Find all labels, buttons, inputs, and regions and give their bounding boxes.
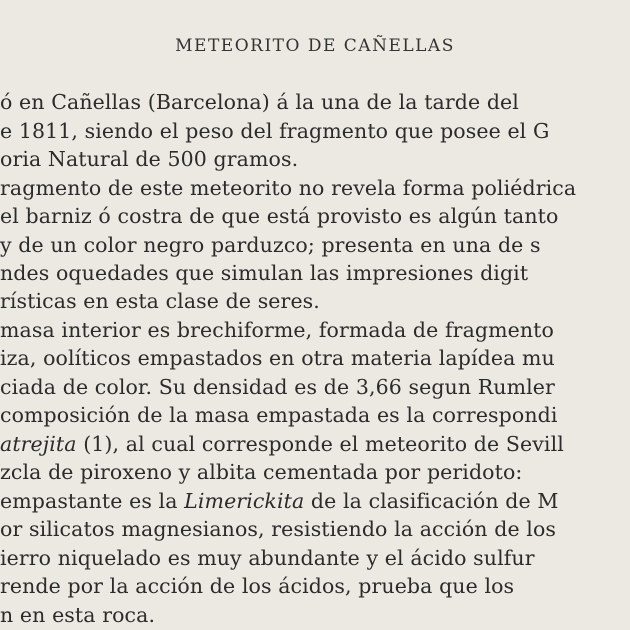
text-line-17	[0, 545, 535, 571]
text-line-7	[0, 260, 528, 286]
page-title: METEORITO DE CAÑELLAS	[175, 36, 455, 56]
line-text: iza, oolíticos empastados en otra materia lapídea mu	[0, 346, 555, 370]
line-text: de la clasificación de M	[304, 489, 559, 513]
italic-term: atrejita	[0, 432, 77, 456]
text-line-5	[0, 203, 558, 229]
line-text: ciada de color. Su densidad es de 3,66 segun Rumler	[0, 375, 555, 399]
line-text: composición de la masa empastada es la correspondi	[0, 403, 558, 427]
text-line-3	[0, 146, 298, 172]
line-text: zcla de piroxeno y albita cementada por peridoto:	[0, 460, 523, 484]
text-line-19	[0, 602, 155, 628]
line-text: ragmento de este meteorito no revela forma poliédrica	[0, 176, 577, 200]
text-line-14	[0, 459, 522, 485]
line-text: rísticas en esta clase de seres.	[0, 289, 320, 313]
text-line-2	[0, 118, 549, 144]
text-line-12	[0, 402, 558, 428]
text-line-6	[0, 232, 541, 258]
line-text: el barniz ó costra de que está provisto es algún tanto	[0, 204, 559, 228]
text-line-15	[0, 488, 558, 514]
line-text: ierro niquelado es muy abundante y el ácido sulfur	[0, 546, 535, 570]
line-text: masa interior es brechiforme, formada de fragmento	[0, 318, 554, 342]
line-text: (1), al cual corresponde el meteorito de Sevill	[76, 432, 564, 456]
text-line-4	[0, 175, 576, 201]
line-text: empastante es la	[0, 489, 185, 513]
line-text: or silicatos magnesianos, resistiendo la acción de los	[0, 517, 557, 541]
italic-term: Limerickita	[184, 489, 305, 513]
text-line-9	[0, 317, 554, 343]
text-line-11	[0, 374, 555, 400]
text-line-8	[0, 288, 320, 314]
text-line-1	[0, 89, 519, 115]
line-text: ndes oquedades que simulan las impresiones digit	[0, 261, 529, 285]
line-text: ó en Cañellas (Barcelona) á la una de la tarde del	[0, 90, 519, 114]
line-text: rende por la acción de los ácidos, prueba que los	[0, 574, 515, 598]
text-line-18	[0, 573, 514, 599]
line-text: n en esta roca.	[0, 603, 156, 627]
line-text: y de un color negro parduzco; presenta en una de s	[0, 233, 541, 257]
line-text: e 1811, siendo el peso del fragmento que posee el G	[0, 119, 550, 143]
text-line-10	[0, 345, 555, 371]
line-text: oria Natural de 500 gramos.	[0, 147, 299, 171]
text-line-13	[0, 431, 564, 457]
text-line-16	[0, 516, 556, 542]
